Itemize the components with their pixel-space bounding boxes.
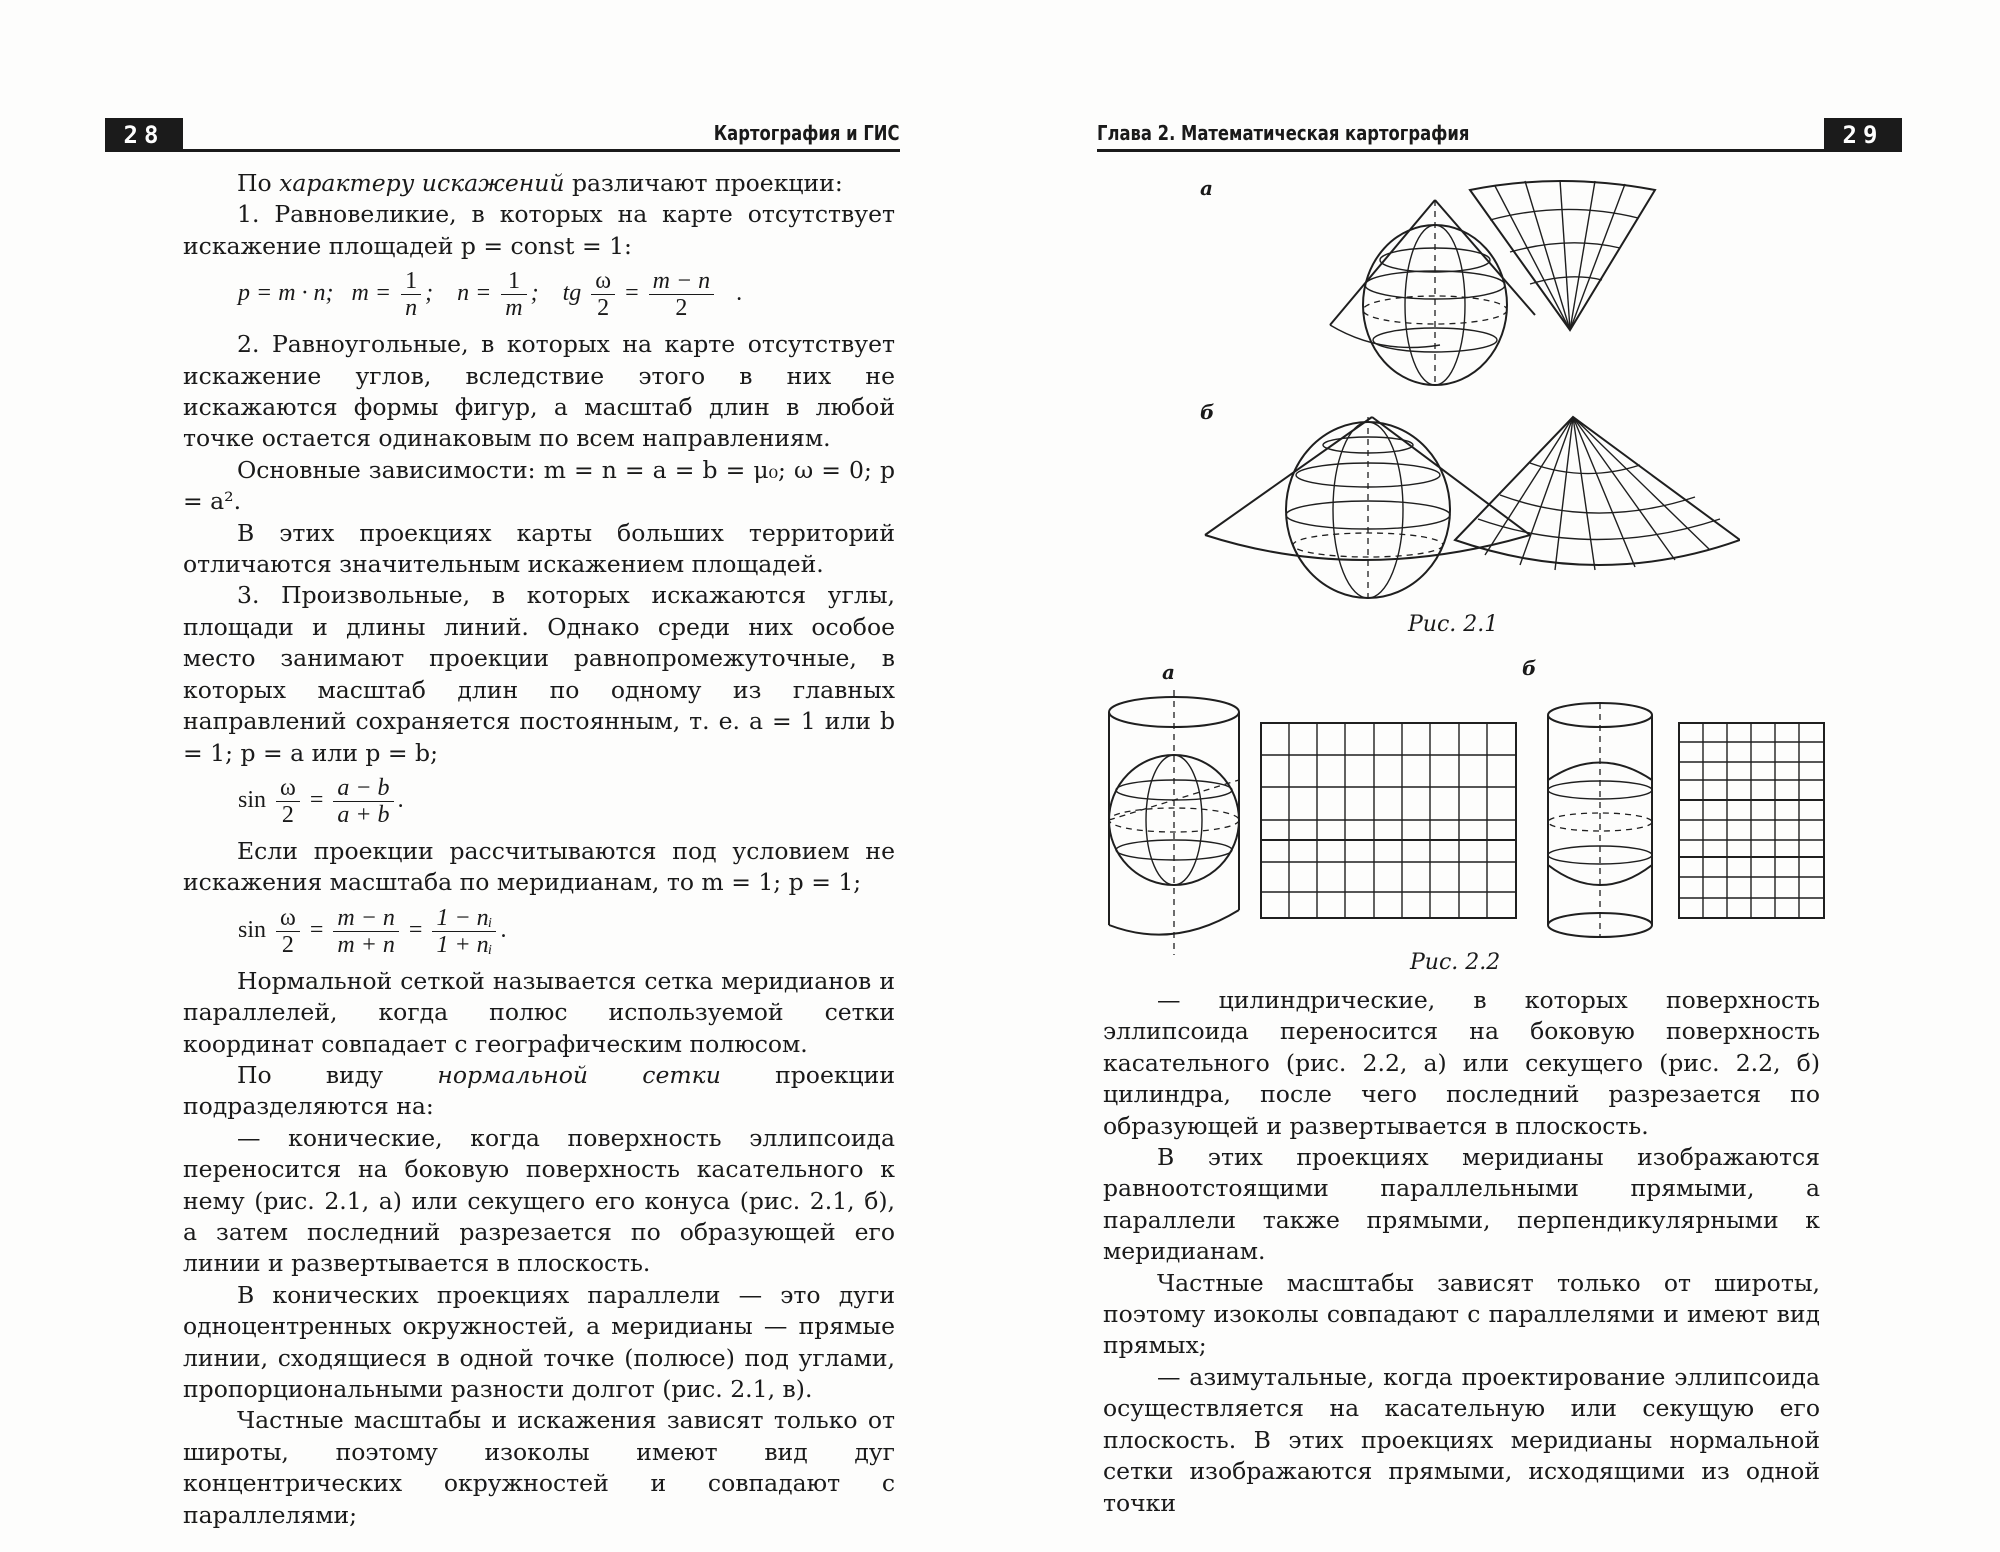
- paragraph: — конические, когда поверхность эллипсоида переносится на боковую поверхность касательного к нему (рис. 2.1, а) или секущего его конуса (рис. 2.1, б), а затем последний разрезается по образующей его линии и развертывается в плоскость.: [183, 1123, 895, 1278]
- paragraph: Нормальной сеткой называется сетка меридианов и параллелей, когда полюс используемой сетки координат совпадает с географическим полюсом.: [183, 966, 895, 1058]
- paragraph: В конических проекциях параллели — это дуги одноцентренных окружностей, а меридианы — прямые линии, сходящиеся в одной точке (полюсе) под углами, пропорциональными разности долгот (рис. 2.1, в).: [183, 1280, 895, 1403]
- figure-caption: Рис. 2.1: [1408, 612, 1499, 637]
- header-rule: [183, 149, 900, 152]
- right-page: [1000, 0, 2000, 1552]
- figure-label-a: а: [1162, 660, 1175, 684]
- paragraph: В этих проекциях меридианы изображаются равноотстоящими параллельными прямыми, а параллели также прямыми, перпендикулярными к меридианам.: [1103, 1143, 1820, 1266]
- paragraph: 2. Равноугольные, в которых на карте отсутствует искажение углов, вследствие этого в них не искажаются формы фигур, а масштаб длин в любой точке остается одинаковым по всем направлениям.: [183, 330, 895, 453]
- figure-caption: Рис. 2.2: [1410, 950, 1501, 975]
- paragraph: В этих проекциях карты больших территорий отличаются значительным искажением площадей.: [183, 518, 895, 579]
- paragraph: По виду нормальной сетки проекции подразделяются на:: [183, 1060, 895, 1121]
- formula-equidistant: sin $\frac{\omega}{2}$ = $\frac{a - b}{a + b}$ .: [238, 774, 404, 828]
- paragraph: Частные масштабы зависят только от широты, поэтому изоколы совпадают с параллелями и имеют вид прямых;: [1103, 1268, 1820, 1360]
- figure-2-1-tangent-cone: [1320, 180, 1740, 400]
- page-number: 28: [105, 118, 183, 152]
- emphasis: характеру искажений: [279, 169, 565, 197]
- running-title: Глава 2. Математическая картография: [1097, 121, 1470, 145]
- emphasis: нормальной сетки: [437, 1060, 721, 1089]
- figure-2-2-grid-b: [1678, 722, 1828, 922]
- header-rule: [1097, 149, 1824, 152]
- paragraph: Частные масштабы и искажения зависят только от широты, поэтому изоколы имеют вид дуг концентрических окружностей и совпадают с параллелями;: [183, 1406, 895, 1529]
- right-body-text: [1103, 985, 1820, 1519]
- paragraph: — цилиндрические, в которых поверхность эллипсоида переносится на боковую поверхность касательного (рис. 2.2, а) или секущего (рис. 2.2, б) цилиндра, после чего последний разрезается по образующей и развертывается в плоскость.: [1103, 986, 1820, 1140]
- paragraph: 3. Произвольные, в которых искажаются углы, площади и длины линий. Однако среди них особое место занимают проекции равнопромежуточные, в которых масштаб длин по одному из главных направлений сохраняется постоянным, т. е. a = 1 или b = 1; p = a или p = b;: [183, 581, 895, 767]
- running-title: Картография и ГИС: [714, 121, 900, 145]
- figure-2-2-secant-cylinder: [1542, 700, 1662, 940]
- formula-meridian: sin $\frac{\omega}{2}$ = $\frac{m - n}{m + n}$ = $\frac{\text{1 − nᵢ}}{\text{1 + nᵢ}}$ .: [238, 904, 507, 958]
- paragraph: По характеру искажений различают проекции:: [237, 169, 843, 197]
- paragraph: Основные зависимости: m = n = a = b = μ₀; ω = 0; p = a².: [183, 455, 895, 516]
- figure-2-2-grid-a: [1260, 722, 1520, 922]
- figure-label-b: б: [1522, 656, 1537, 680]
- figure-2-2-tangent-cylinder: [1104, 690, 1249, 955]
- figure-label-b: б: [1200, 400, 1215, 424]
- right-header: [1097, 118, 1902, 152]
- left-body-text: [183, 168, 895, 1531]
- paragraph: 1. Равновеликие, в которых на карте отсутствует искажение площадей p = const = 1:: [183, 200, 895, 260]
- formula-equal-area: p = m · n; m = $\frac{1}{n}$ ; n = $\frac{1}{m}$ ; tg $\frac{\omega}{2}$ = $\frac{m - n}{2}$ .: [238, 268, 743, 322]
- paragraph: Если проекции рассчитываются под условием не искажения масштаба по меридианам, то m = 1; p = 1;: [183, 836, 895, 897]
- figure-label-a: а: [1200, 176, 1213, 200]
- left-header: [105, 118, 900, 152]
- paragraph: — азимутальные, когда проектирование эллипсоида осуществляется на касательную или секущую его плоскость. В этих проекциях меридианы нормальной сетки изображаются прямыми, исходящими из одной точки: [1103, 1362, 1820, 1517]
- page-number: 29: [1824, 118, 1902, 152]
- figure-2-1-secant-cone: [1200, 415, 1740, 605]
